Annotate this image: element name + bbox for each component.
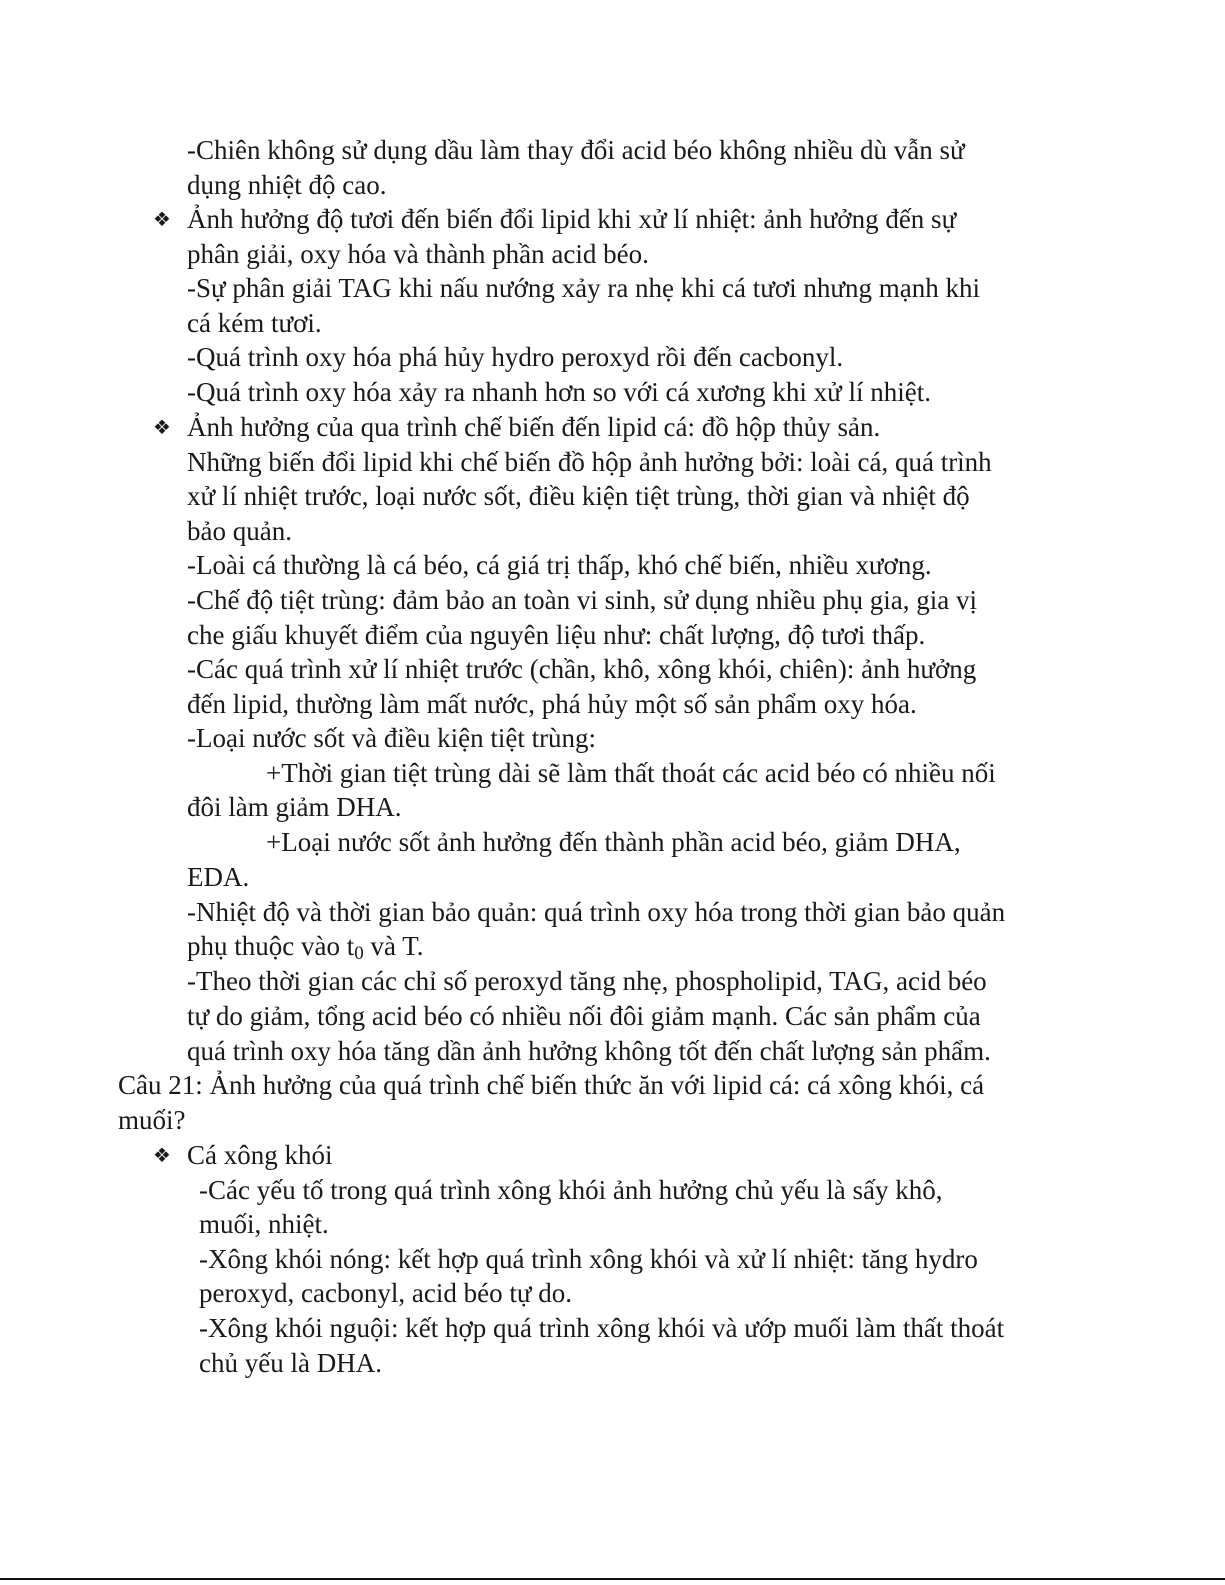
text-line: tự do giảm, tổng acid béo có nhiều nối đôi giảm mạnh. Các sản phẩm của	[187, 1001, 981, 1031]
text-line: -Chiên không sử dụng dầu làm thay đổi acid béo không nhiều dù vẫn sử	[187, 135, 965, 165]
text-line: dụng nhiệt độ cao.	[187, 170, 387, 200]
text-line: xử lí nhiệt trước, loại nước sốt, điều kiện tiệt trùng, thời gian và nhiệt độ	[187, 481, 970, 511]
text-line: bảo quản.	[187, 516, 292, 546]
text-line: Cá xông khói	[187, 1140, 333, 1170]
text-line: -Quá trình oxy hóa phá hủy hydro peroxyd rồi đến cacbonyl.	[187, 342, 844, 372]
diamond-bullet-icon: ❖	[153, 1143, 171, 1167]
text-line: -Các quá trình xử lí nhiệt trước (chần, khô, xông khói, chiên): ảnh hưởng	[187, 654, 977, 684]
text-line: -Xông khói nguội: kết hợp quá trình xông khói và ướp muối làm thất thoát	[199, 1313, 1005, 1343]
text-segment: phụ thuộc vào t	[187, 931, 355, 961]
text-line: -Các yếu tố trong quá trình xông khói ảnh hưởng chủ yếu là sấy khô,	[199, 1175, 943, 1205]
diamond-bullet-icon: ❖	[153, 415, 171, 439]
page-bottom-border	[0, 1578, 1225, 1580]
text-line: cá kém tươi.	[187, 308, 322, 338]
text-line: EDA.	[187, 862, 250, 892]
text-line: đến lipid, thường làm mất nước, phá hủy một số sản phẩm oxy hóa.	[187, 689, 917, 719]
text-line: chủ yếu là DHA.	[199, 1348, 382, 1378]
subscript-zero: 0	[354, 943, 364, 964]
question-heading: muối?	[118, 1105, 186, 1135]
text-line: -Quá trình oxy hóa xảy ra nhanh hơn so với cá xương khi xử lí nhiệt.	[187, 377, 931, 407]
text-line: Ảnh hưởng của qua trình chế biến đến lipid cá: đồ hộp thủy sản.	[187, 412, 881, 442]
text-segment: và T.	[363, 931, 424, 961]
text-line: Ảnh hưởng độ tươi đến biến đổi lipid khi xử lí nhiệt: ảnh hưởng đến sự	[187, 204, 957, 234]
text-line: peroxyd, cacbonyl, acid béo tự do.	[199, 1278, 573, 1308]
question-heading: Câu 21: Ảnh hưởng của quá trình chế biến thức ăn với lipid cá: cá xông khói, cá	[118, 1070, 985, 1100]
text-line: -Theo thời gian các chỉ số peroxyd tăng nhẹ, phospholipid, TAG, acid béo	[187, 966, 987, 996]
text-line: -Xông khói nóng: kết hợp quá trình xông khói và xử lí nhiệt: tăng hydro	[199, 1244, 978, 1274]
text-line: Những biến đổi lipid khi chế biến đồ hộp ảnh hưởng bởi: loài cá, quá trình	[187, 447, 992, 477]
text-line: đôi làm giảm DHA.	[187, 792, 402, 822]
text-line: -Loại nước sốt và điều kiện tiệt trùng:	[187, 723, 597, 753]
text-line: +Thời gian tiệt trùng dài sẽ làm thất thoát các acid béo có nhiều nối	[266, 758, 996, 788]
text-line: -Nhiệt độ và thời gian bảo quản: quá trình oxy hóa trong thời gian bảo quản	[187, 897, 1006, 927]
text-line: -Loài cá thường là cá béo, cá giá trị thấp, khó chế biến, nhiều xương.	[187, 550, 932, 580]
text-line: che giấu khuyết điểm của nguyên liệu như: chất lượng, độ tươi thấp.	[187, 620, 926, 650]
text-line: -Chế độ tiệt trùng: đảm bảo an toàn vi sinh, sử dụng nhiều phụ gia, gia vị	[187, 585, 978, 615]
text-line: phân giải, oxy hóa và thành phần acid béo.	[187, 239, 649, 269]
diamond-bullet-icon: ❖	[153, 207, 171, 231]
text-line: +Loại nước sốt ảnh hưởng đến thành phần acid béo, giảm DHA,	[266, 827, 961, 857]
text-line: -Sự phân giải TAG khi nấu nướng xảy ra nhẹ khi cá tươi nhưng mạnh khi	[187, 273, 981, 303]
text-line: muối, nhiệt.	[199, 1209, 329, 1239]
text-line: quá trình oxy hóa tăng dần ảnh hưởng không tốt đến chất lượng sản phẩm.	[187, 1036, 991, 1066]
